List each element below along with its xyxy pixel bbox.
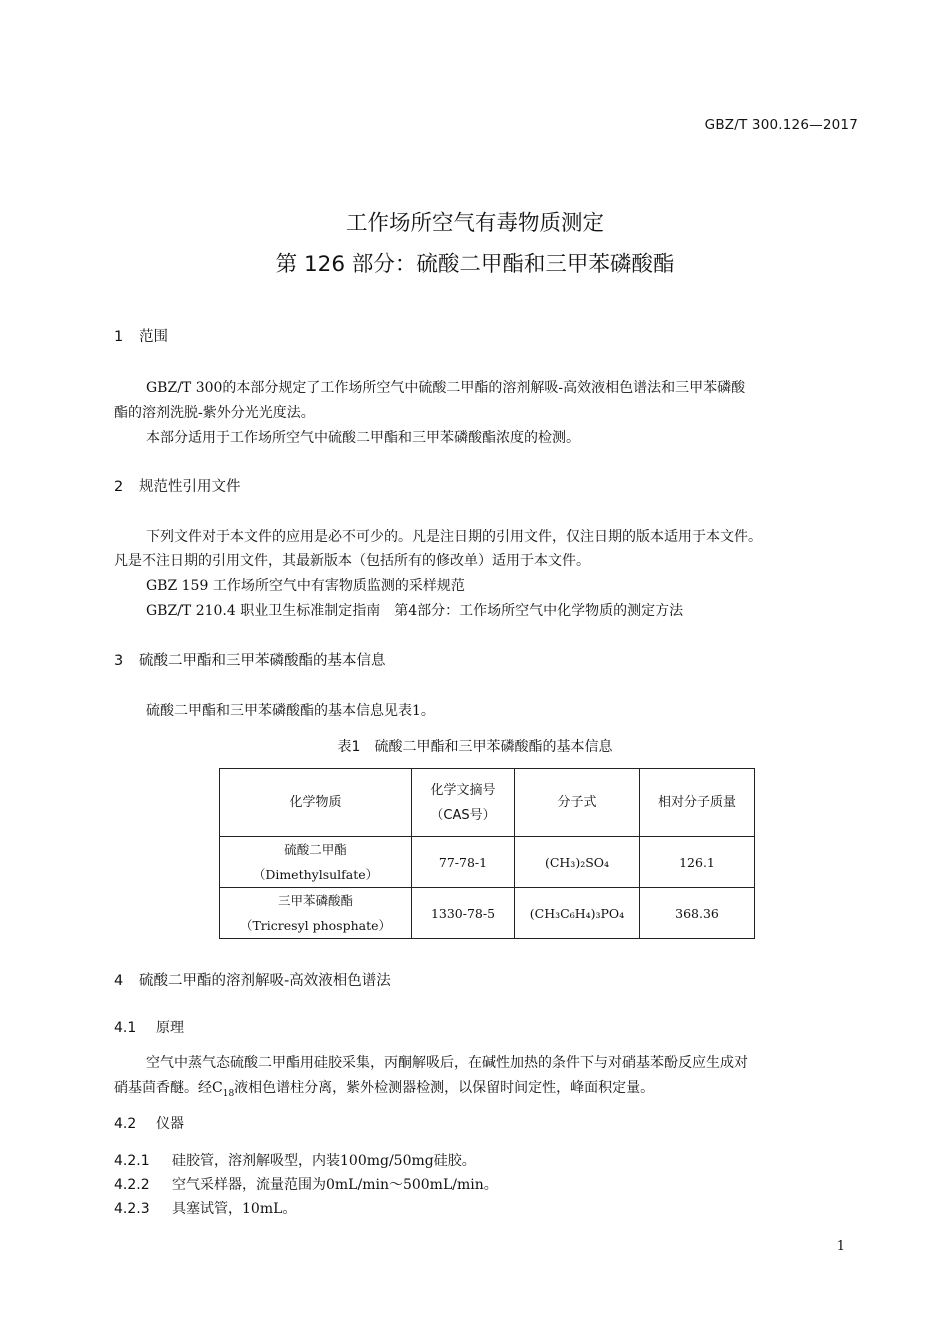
subsection-number: 4.1 [114,1020,137,1036]
subsection-4-2-heading [114,1113,184,1133]
text-run: 液相色谱柱分离，紫外检测器检测，以保留时间定性，峰面积定量。 [234,1080,655,1096]
column-header-substance: 化学物质 [220,769,412,837]
column-header-molecular-weight: 相对分子质量 [640,769,755,837]
substance-cell [220,888,412,939]
section-title: 范围 [139,329,168,345]
molecular-weight-cell: 126.1 [640,837,755,888]
substance-cell [220,837,412,888]
clause-text: 空气采样器，流量范围为0mL/min～500mL/min。 [172,1177,498,1193]
table-header-row [220,769,755,837]
section-number: 1 [114,329,124,345]
paragraph: GBZ/T 300的本部分规定了工作场所空气中硫酸二甲酯的溶剂解吸-高效液相色谱法和三甲苯磷酸 [146,380,746,396]
page-number: 1 [836,1239,845,1254]
subsection-title: 原理 [156,1020,184,1036]
molecular-weight-cell: 368.36 [640,888,755,939]
cas-cell: 1330-78-5 [412,888,515,939]
section-1-heading [114,325,168,346]
paragraph-continuation [114,1077,654,1099]
normative-reference: GBZ 159 工作场所空气中有害物质监测的采样规范 [146,578,465,594]
cas-cell: 77-78-1 [412,837,515,888]
substance-name-cn: 三甲苯磷酸酯 [277,893,353,908]
subsection-title: 仪器 [156,1116,184,1132]
substance-name-en: （Tricresyl phosphate） [239,918,392,933]
formula-cell: (CH₃C₆H₄)₃PO₄ [515,888,640,939]
subsection-number: 4.2 [114,1116,137,1132]
table-caption: 表1 硫酸二甲酯和三甲苯磷酸酯的基本信息 [337,739,613,755]
basic-info-table [219,768,755,939]
formula-cell: (CH₃)₂SO₄ [515,837,640,888]
section-2-heading [114,475,241,496]
column-header-formula: 分子式 [515,769,640,837]
column-header-cas-line2: （CAS号） [430,807,496,823]
column-header-cas-line1: 化学文摘号 [430,782,496,798]
subscript: 18 [222,1088,235,1099]
list-item [114,1174,498,1194]
section-4-heading [114,969,391,990]
column-header-cas [412,769,515,837]
clause-number: 4.2.1 [114,1153,150,1169]
list-item [114,1150,476,1170]
paragraph-continuation: 凡是不注日期的引用文件，其最新版本（包括所有的修改单）适用于本文件。 [114,553,590,569]
section-number: 4 [114,973,124,989]
paragraph: 下列文件对于本文件的应用是必不可少的。凡是注日期的引用文件，仅注日期的版本适用于本文件。 [146,529,762,545]
section-title: 规范性引用文件 [139,479,241,495]
substance-name-en: （Dimethylsulfate） [252,867,379,882]
section-number: 3 [114,653,124,669]
list-item [114,1198,296,1218]
clause-number: 4.2.2 [114,1177,150,1193]
clause-text: 硅胶管，溶剂解吸型，内装100mg/50mg硅胶。 [172,1153,476,1169]
document-title-line2: 第 126 部分：硫酸二甲酯和三甲苯磷酸酯 [275,252,675,277]
section-title: 硫酸二甲酯和三甲苯磷酸酯的基本信息 [139,653,386,669]
paragraph: 本部分适用于工作场所空气中硫酸二甲酯和三甲苯磷酸酯浓度的检测。 [146,430,580,446]
paragraph-continuation: 酯的溶剂洗脱-紫外分光光度法。 [114,405,315,421]
section-number: 2 [114,479,124,495]
clause-number: 4.2.3 [114,1201,150,1217]
document-title-line1: 工作场所空气有毒物质测定 [345,211,604,236]
section-title: 硫酸二甲酯的溶剂解吸-高效液相色谱法 [139,973,391,989]
table-row [220,888,755,939]
clause-text: 具塞试管，10mL。 [172,1201,297,1217]
substance-name-cn: 硫酸二甲酯 [284,842,347,857]
paragraph: 空气中蒸气态硫酸二甲酯用硅胶采集，丙酮解吸后，在碱性加热的条件下与对硝基苯酚反应生成对 [146,1055,748,1071]
subsection-4-1-heading [114,1017,184,1037]
normative-reference: GBZ/T 210.4 职业卫生标准制定指南 第4部分：工作场所空气中化学物质的测定方法 [146,603,684,619]
standard-number: GBZ/T 300.126—2017 [704,117,858,133]
text-run: 硝基茴香醚。经C [114,1080,223,1096]
section-3-heading [114,649,386,670]
paragraph: 硫酸二甲酯和三甲苯磷酸酯的基本信息见表1。 [146,703,435,719]
table-row [220,837,755,888]
